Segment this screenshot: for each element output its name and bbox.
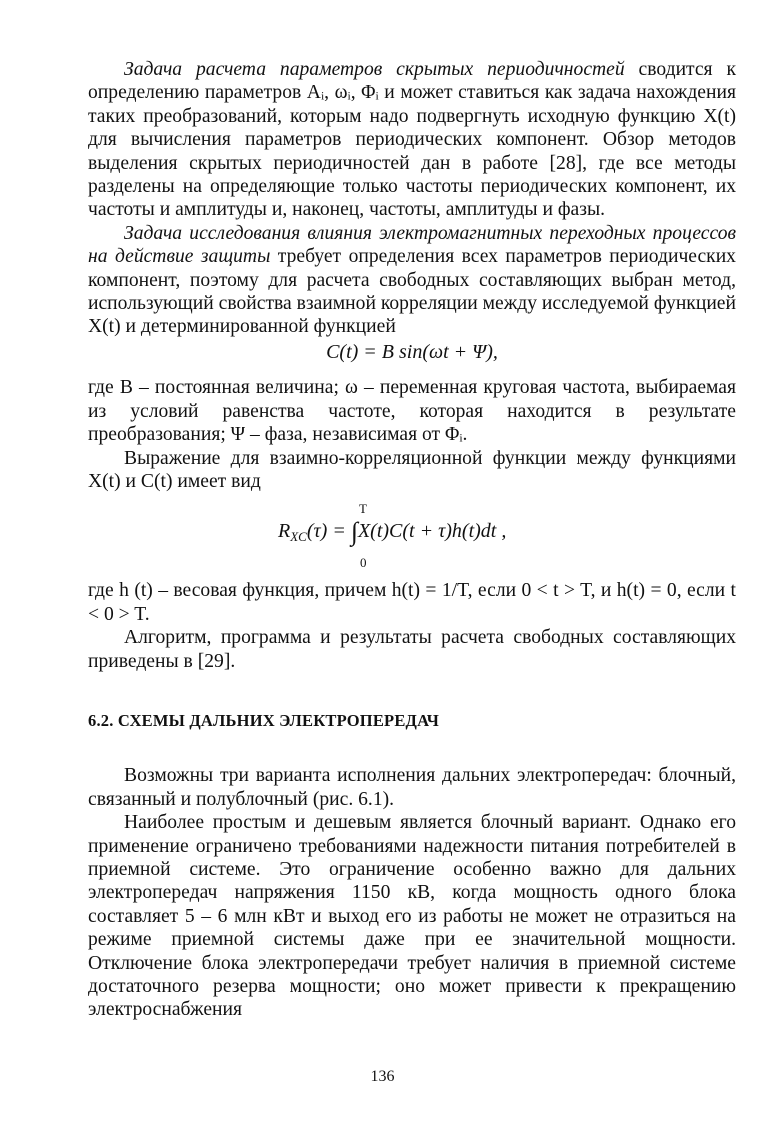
paragraph-block-variant: Наиболее простым и дешевым является блочный вариант. Однако его применение ограничено требованиями надежности питания потребителей в приемной системе. Это ограничение особенно важно для дальних электропередач напряжения 1150 кВ, когда мощность одного блока составляет 5 – 6 млн кВт и выход его из работы не может не отразиться на режиме приемной системы даже при ее значительной мощности. Отключение блока электропередачи требует наличия в приемной системе достаточного резерва мощности; оно может привести к прекращению электроснабжения [88, 812, 736, 1021]
paragraph-text: сводится к определению параметров Aᵢ, ωᵢ, Φᵢ и может ставиться как задача нахождения таких преобразований, которым надо подвергнуть исходную функцию X(t) для вычисления параметров периодических компонент. Обзор методов выделения скрытых периодичностей дан в работе [28], где все методы разделены на определяющие только частоты периодических компонент, их частоты и амплитуды и, наконец, частоты, амплитуды и фазы. [88, 59, 736, 221]
integral-sign-icon: ∫ [350, 517, 358, 547]
formula-cross-correlation [88, 503, 736, 573]
paragraph-algorithm-reference: Алгоритм, программа и результаты расчета свободных составляющих приведены в [29]. [88, 627, 736, 672]
page-number: 136 [370, 1068, 395, 1085]
paragraph-text: требует определения всех параметров периодических компонент, поэтому для расчета свободных составляющих выбран метод, использующий свойства взаимной корреляции между исследуемой функцией X(t) и детерминированной функцией [88, 246, 736, 338]
integral-expression [278, 517, 507, 548]
paragraph-correlation-intro: Выражение для взаимно-корреляционной функции между функциями X(t) и C(t) имеет вид [88, 447, 736, 492]
section-heading: 6.2. СХЕМЫ ДАЛЬНИХ ЭЛЕКТРОПЕРЕДАЧ [88, 710, 439, 730]
paragraph-transmission-variants: Возможны три варианта исполнения дальних электропередач: блочный, связанный и полублочный (рис. 6.1). [88, 765, 736, 810]
paragraph-lead-italic: Задача расчета параметров скрытых периодичностей [124, 59, 625, 80]
paragraph-hidden-periodicities [88, 58, 736, 222]
integral-lhs-subscript: XC [290, 529, 307, 545]
integral-upper-limit: T [359, 501, 367, 517]
paragraph-formula-legend: где B – постоянная величина; ω – переменная круговая частота, выбираемая из условий равенства частоте, которая находится в результате преобразования; Ψ – фаза, независимая от Φᵢ. [88, 377, 736, 446]
paragraph-transient-study [88, 222, 736, 339]
integral-body: X(t)C(t + τ)h(t)dt , [357, 520, 507, 543]
integral-lhs-argument: (τ) = [306, 520, 351, 543]
integral-lower-limit: 0 [360, 555, 367, 571]
page-body [88, 58, 736, 1022]
paragraph-weight-function: где h (t) – весовая функция, причем h(t) = 1/T, если 0 < t > T, и h(t) = 0, если t < 0 > T. [88, 580, 736, 625]
formula-deterministic-function: C(t) = B sin(ωt + Ψ), [326, 340, 498, 363]
paragraph-lead-italic: Задача исследования влияния электромагнитных переходных процессов на действие защиты [88, 222, 736, 268]
integral-lhs: R [278, 520, 291, 543]
